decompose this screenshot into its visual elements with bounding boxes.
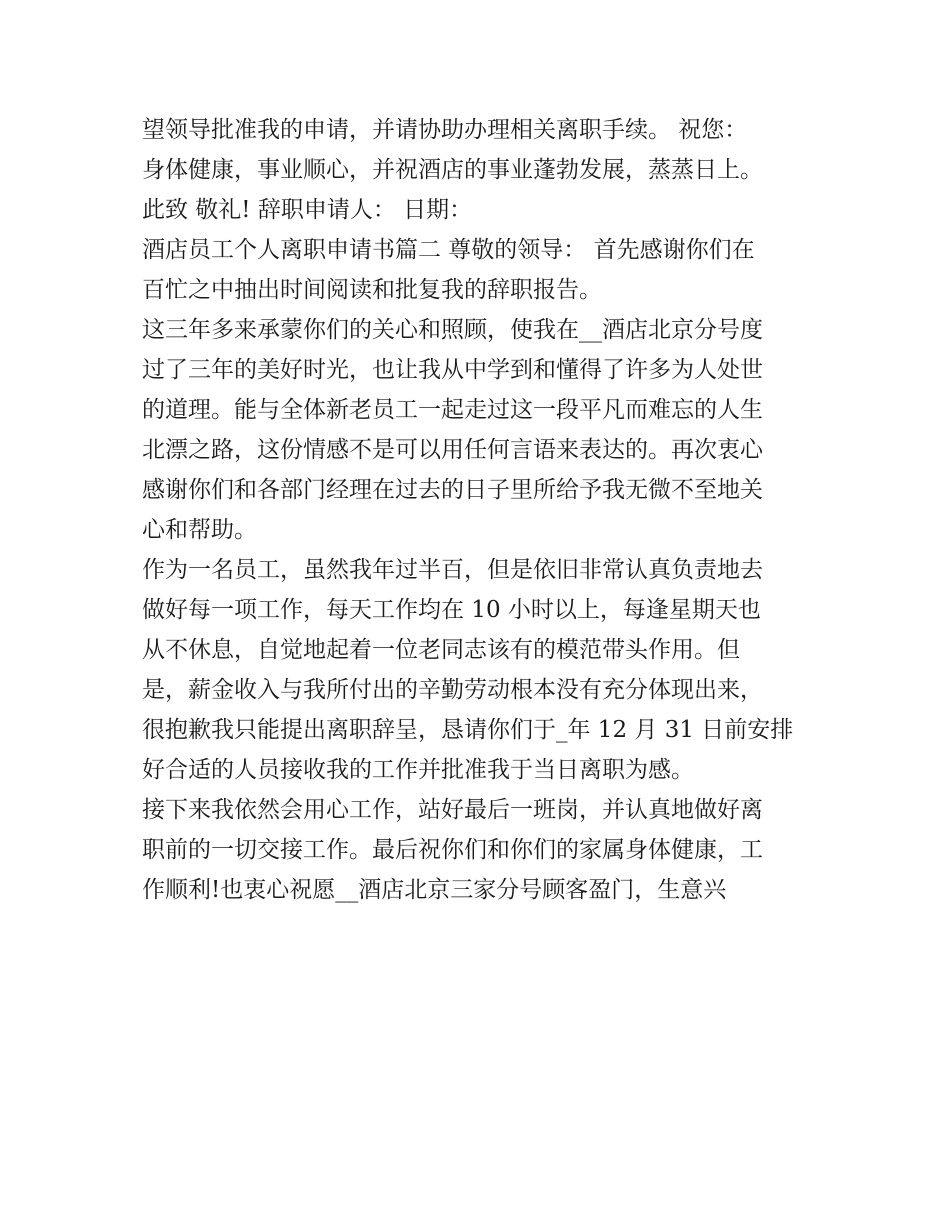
paragraph-closing bbox=[142, 110, 822, 230]
text-line: 职前的一切交接工作。最后祝你们和你们的家属身体健康，工 bbox=[142, 837, 763, 863]
text-line: 北漂之路，这份情感不是可以用任何言语来表达的。再次衷心 bbox=[142, 437, 763, 463]
text-line: 此致 敬礼! 辞职申请人： 日期： bbox=[142, 197, 473, 223]
text-line: 这三年多来承蒙你们的关心和照顾，使我在__酒店北京分号度 bbox=[142, 317, 763, 343]
text-line: 很抱歉我只能提出离职辞呈，恳请你们于_年 12 月 31 日前安排 bbox=[142, 717, 794, 743]
text-line: 是，薪金收入与我所付出的辛勤劳动根本没有充分体现出来， bbox=[142, 677, 763, 703]
text-line: 的道理。能与全体新老员工一起走过这一段平凡而难忘的人生 bbox=[142, 397, 763, 423]
text-line: 作为一名员工，虽然我年过半百，但是依旧非常认真负责地去 bbox=[142, 557, 763, 583]
text-line: 身体健康，事业顺心，并祝酒店的事业蓬勃发展，蒸蒸日上。 bbox=[142, 157, 763, 183]
text-line: 酒店员工个人离职申请书篇二 尊敬的领导： 首先感谢你们在 bbox=[142, 237, 755, 263]
text-line: 百忙之中抽出时间阅读和批复我的辞职报告。 bbox=[142, 277, 602, 303]
paragraph-reason bbox=[142, 550, 822, 790]
text-line: 作顺利!也衷心祝愿__酒店北京三家分号顾客盈门，生意兴 bbox=[142, 877, 727, 903]
paragraph-title-greeting bbox=[142, 230, 822, 310]
text-line: 过了三年的美好时光，也让我从中学到和懂得了许多为人处世 bbox=[142, 357, 763, 383]
text-line: 心和帮助。 bbox=[142, 517, 257, 543]
text-line: 从不休息，自觉地起着一位老同志该有的模范带头作用。但 bbox=[142, 637, 740, 663]
paragraph-handover bbox=[142, 790, 822, 910]
document-body bbox=[142, 110, 822, 910]
text-line: 好合适的人员接收我的工作并批准我于当日离职为感。 bbox=[142, 757, 694, 783]
text-line: 接下来我依然会用心工作，站好最后一班岗，并认真地做好离 bbox=[142, 797, 763, 823]
text-line: 做好每一项工作，每天工作均在 10 小时以上，每逢星期天也 bbox=[142, 597, 761, 623]
text-line: 感谢你们和各部门经理在过去的日子里所给予我无微不至地关 bbox=[142, 477, 763, 503]
paragraph-gratitude bbox=[142, 310, 822, 550]
text-line: 望领导批准我的申请，并请协助办理相关离职手续。 祝您： bbox=[142, 117, 748, 143]
